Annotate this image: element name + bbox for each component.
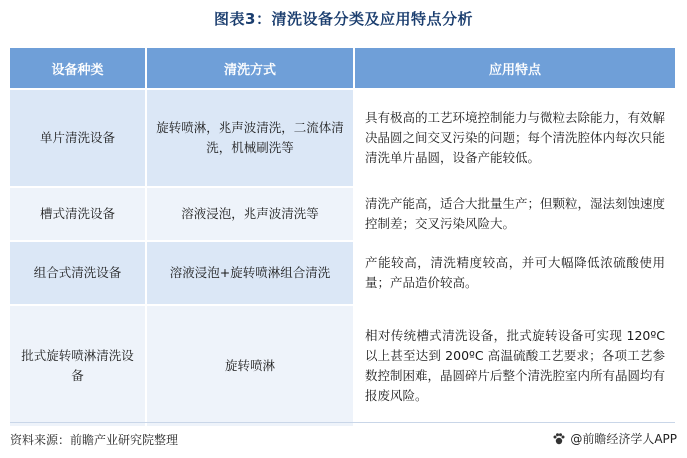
cell-equipment-type: 组合式清洗设备 (10, 241, 146, 305)
table-row (10, 187, 675, 241)
source-note: 资料来源：前瞻产业研究院整理 (10, 433, 179, 447)
cell-application-features: 相对传统槽式清洗设备，批式旋转设备可实现 120ºC 以上甚至达到 200ºC 高温硫酸工艺要求；各项工艺参数控制困难，晶圆碎片后整个清洗腔室内所有晶圆均有报废风险。 (354, 305, 675, 426)
table-row (10, 305, 675, 426)
cell-cleaning-method: 旋转喷淋 (146, 305, 354, 426)
brand-credit (552, 430, 677, 447)
cell-cleaning-method: 溶液浸泡+旋转喷淋组合清洗 (146, 241, 354, 305)
header-cleaning-method: 清洗方式 (146, 48, 354, 89)
cell-application-features: 具有极高的工艺环境控制能力与微粒去除能力，有效解决晶圆之间交叉污染的问题；每个清洗腔体内每次只能清洗单片晶圆，设备产能较低。 (354, 89, 675, 187)
footer-divider (10, 422, 675, 423)
equipment-table (10, 48, 675, 426)
header-application-features: 应用特点 (354, 48, 675, 89)
cell-equipment-type: 单片清洗设备 (10, 89, 146, 187)
header-equipment-type: 设备种类 (10, 48, 146, 89)
table-header-row (10, 48, 675, 89)
cell-equipment-type: 批式旋转喷淋清洗设备 (10, 305, 146, 426)
cell-application-features: 清洗产能高，适合大批量生产；但颗粒，湿法刻蚀速度控制差；交叉污染风险大。 (354, 187, 675, 241)
cell-cleaning-method: 溶液浸泡，兆声波清洗等 (146, 187, 354, 241)
brand-text: @前瞻经济学人APP (570, 432, 677, 446)
chart-title: 图表3：清洗设备分类及应用特点分析 (214, 10, 473, 28)
cell-equipment-type: 槽式清洗设备 (10, 187, 146, 241)
cell-cleaning-method: 旋转喷淋，兆声波清洗，二流体清洗，机械刷洗等 (146, 89, 354, 187)
paw-logo-icon (552, 432, 566, 446)
table-row (10, 241, 675, 305)
table-row (10, 89, 675, 187)
cell-application-features: 产能较高，清洗精度较高，并可大幅降低浓硫酸使用量；产品造价较高。 (354, 241, 675, 305)
